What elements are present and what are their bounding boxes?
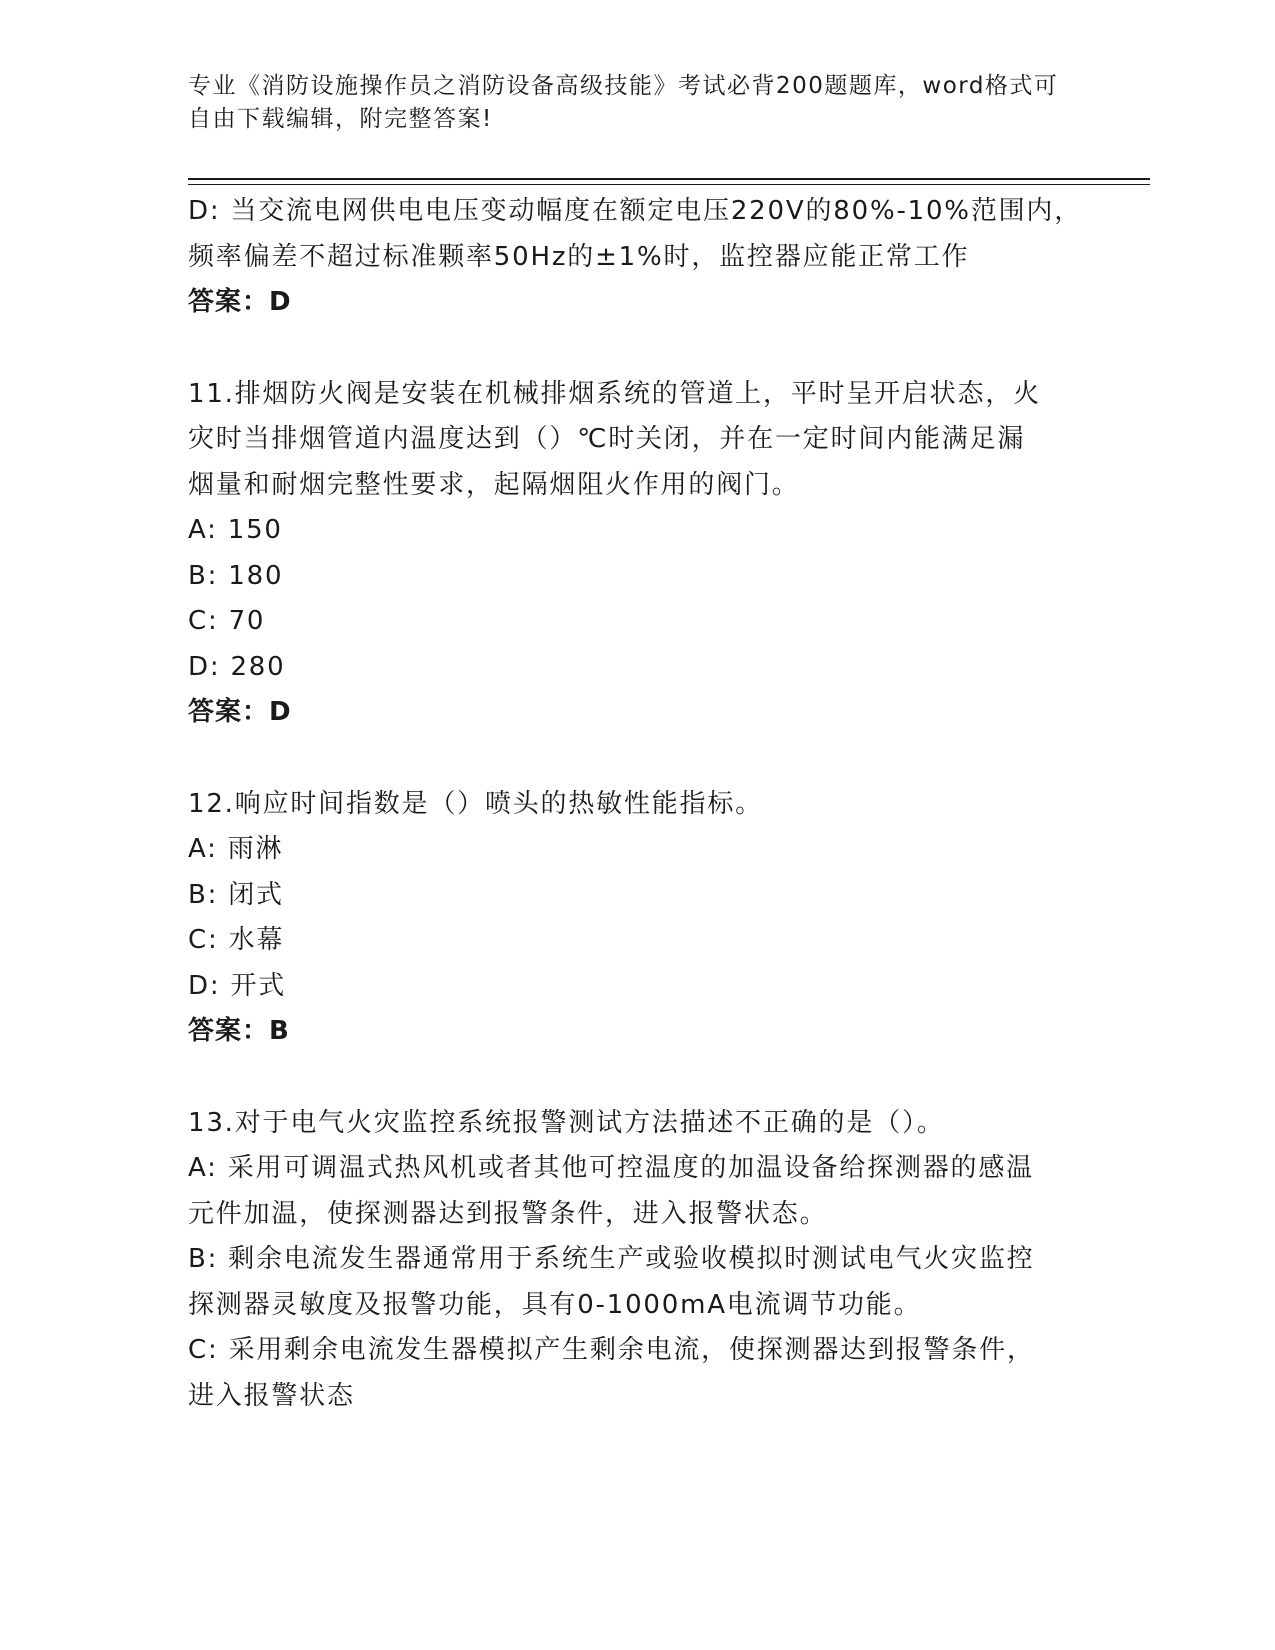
question-11 — [188, 372, 1088, 736]
spacer — [188, 1055, 1088, 1101]
option-b-continued: 探测器灵敏度及报警功能，具有0-1000mA电流调节功能。 — [188, 1289, 922, 1320]
spacer — [188, 736, 1088, 782]
question-stem: 12.响应时间指数是（）喷头的热敏性能指标。 — [188, 788, 763, 819]
header-line-2: 自由下载编辑，附完整答案! — [188, 106, 493, 132]
spacer — [188, 326, 1088, 372]
option-d: D: 280 — [188, 651, 286, 682]
answer-line: 答案：D — [188, 287, 292, 317]
option-a: A: 150 — [188, 515, 283, 545]
option-d-continued: 频率偏差不超过标准颗率50Hz的±1%时，监控器应能正常工作 — [188, 241, 970, 272]
option-c-continued: 进入报警状态 — [188, 1380, 355, 1411]
document-header — [188, 70, 1068, 136]
option-d: D: 当交流电网供电电压变动幅度在额定电压220V的80%-10%范围内， — [188, 196, 1083, 226]
option-c: C: 水幕 — [188, 925, 285, 955]
option-c: C: 采用剩余电流发生器模拟产生剩余电流，使探测器达到报警条件， — [188, 1335, 1035, 1365]
option-b: B: 剩余电流发生器通常用于系统生产或验收模拟时测试电气火灾监控 — [188, 1244, 1035, 1274]
header-rule-thin — [188, 184, 1150, 185]
option-b: B: 180 — [188, 560, 284, 591]
question-stem: 烟量和耐烟完整性要求，起隔烟阻火作用的阀门。 — [188, 469, 800, 500]
option-d: D: 开式 — [188, 970, 287, 1001]
prev-question-block — [188, 189, 1088, 326]
option-a: A: 采用可调温式热风机或者其他可控温度的加温设备给探测器的感温 — [188, 1153, 1034, 1183]
answer-line: 答案：B — [188, 1016, 290, 1046]
document-body — [188, 189, 1088, 1419]
question-13 — [188, 1101, 1088, 1420]
option-b: B: 闭式 — [188, 879, 284, 910]
option-a-continued: 元件加温，使探测器达到报警条件，进入报警状态。 — [188, 1198, 828, 1229]
option-a: A: 雨淋 — [188, 834, 284, 864]
question-12 — [188, 782, 1088, 1055]
header-rule-thick — [188, 178, 1150, 180]
question-stem: 11.排烟防火阀是安装在机械排烟系统的管道上，平时呈开启状态，火 — [188, 378, 1041, 409]
question-stem: 灾时当排烟管道内温度达到（）℃时关闭，并在一定时间内能满足漏 — [188, 424, 1026, 454]
answer-line: 答案：D — [188, 697, 292, 727]
question-stem: 13.对于电气火灾监控系统报警测试方法描述不正确的是（）。 — [188, 1107, 945, 1138]
option-c: C: 70 — [188, 606, 266, 636]
header-line-1: 专业《消防设施操作员之消防设备高级技能》考试必背200题题库，word格式可 — [188, 73, 1059, 99]
